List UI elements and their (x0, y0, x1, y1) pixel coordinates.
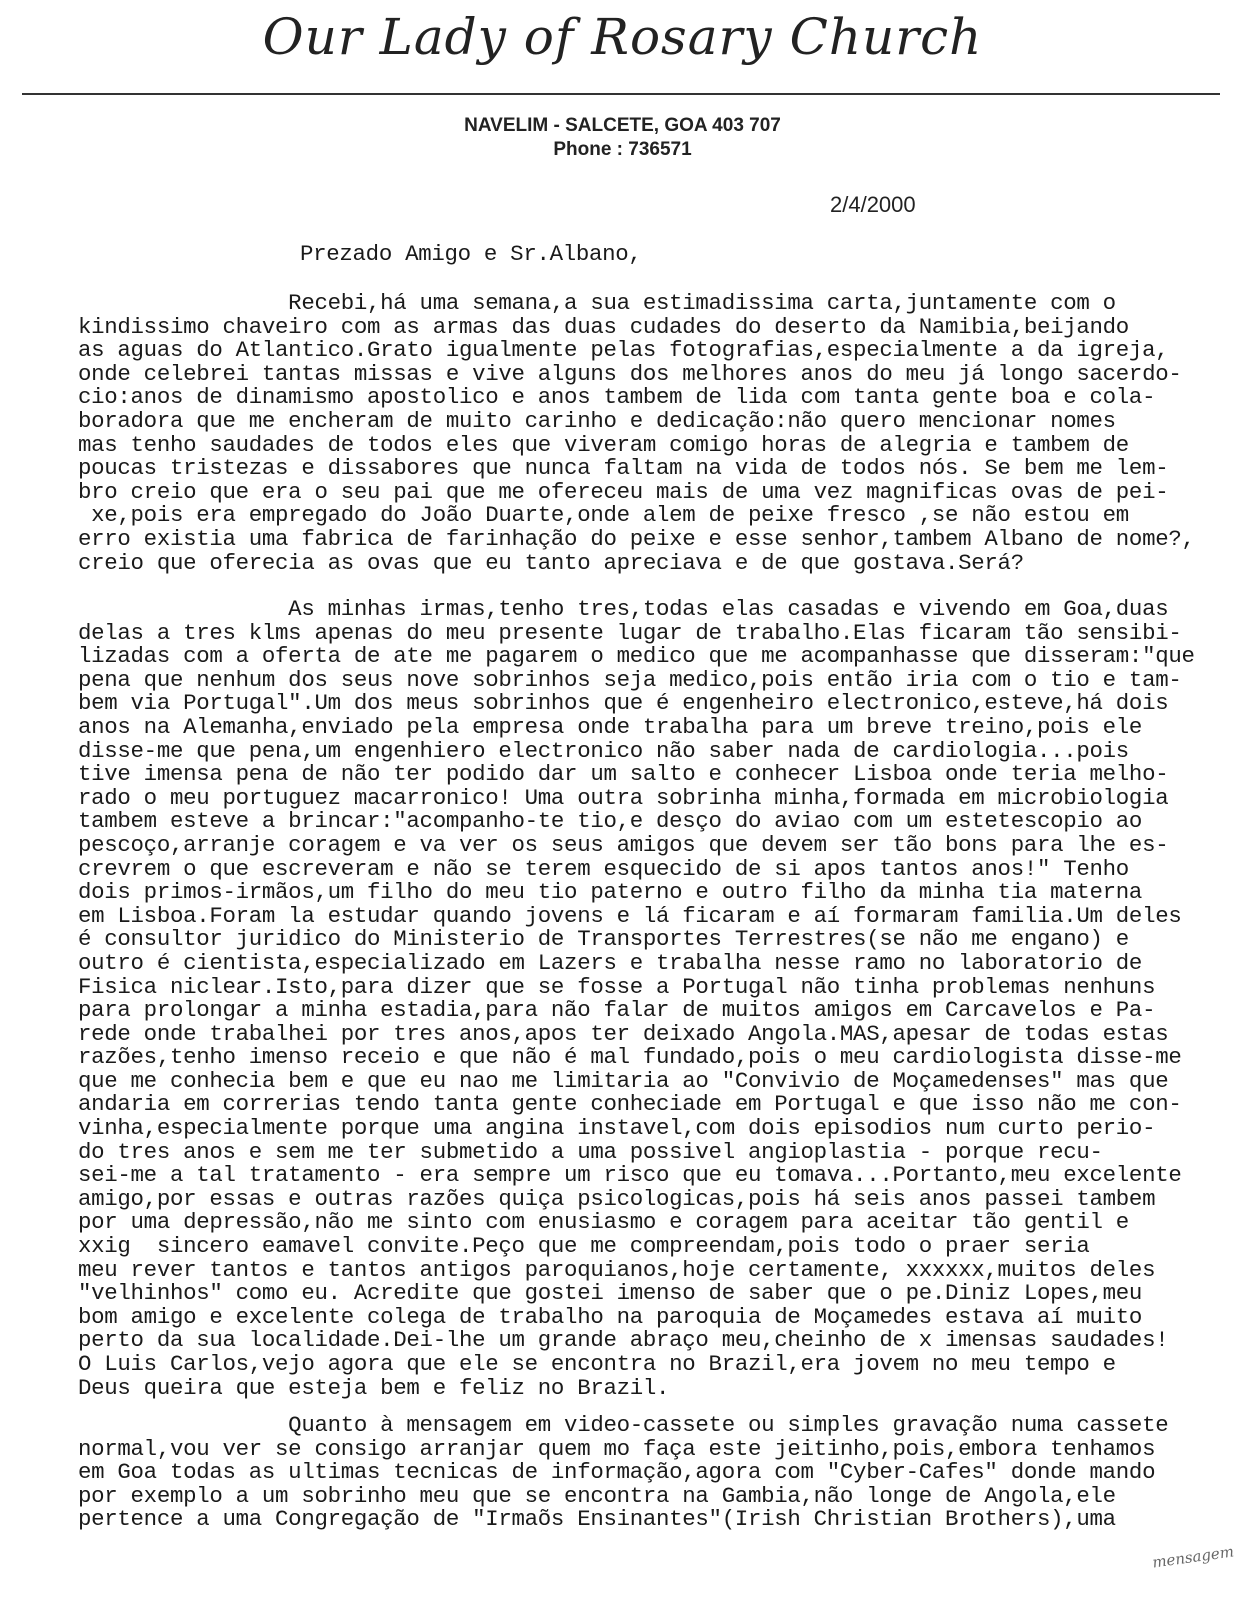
text-line: tive imensa pena de não ter podido dar um salto e conhecer Lisboa onde teria melho- (78, 761, 1169, 788)
text-line: por uma depressão,não me sinto com enusiasmo e coragem para aceitar tão gentil e (78, 1209, 1129, 1236)
text-line: onde celebrei tantas missas e vive alguns dos melhores anos do meu já longo sacerdo- (78, 360, 1182, 387)
text-line: Quanto à mensagem em video-cassete ou simples gravação numa cassete (78, 1412, 1169, 1438)
text-line: sei-me a tal tratamento - era sempre um risco que eu tomava...Portanto,meu excelente (78, 1162, 1182, 1189)
text-line: poucas tristezas e dissabores que nunca faltam na vida de todos nós. Se bem me lem- (78, 455, 1169, 482)
text-line: dois primos-irmãos,um filho do meu tio paterno e outro filho da minha tia materna (78, 879, 1143, 906)
text-line: bom amigo e excelente colega de trabalho na paroquia de Moçamedes estava aí muito (78, 1303, 1143, 1330)
text-line: em Lisboa.Foram la estudar quando jovens e lá ficaram e aí formaram familia.Um deles (78, 902, 1182, 929)
letterhead-address: NAVELIM - SALCETE, GOA 403 707 (464, 115, 781, 136)
text-line: "velhinhos" como eu. Acredite que gostei imenso de saber que o pe.Diniz Lopes,meu (78, 1280, 1143, 1307)
text-line: pescoço,arranje coragem e va ver os seus amigos que devem ser tão bons para lhe es- (78, 831, 1169, 858)
text-line: em Goa todas as ultimas tecnicas de informação,agora com "Cyber-Cafes" donde mando (78, 1459, 1156, 1486)
paragraph-3 (78, 1414, 1168, 1532)
letterhead-divider (22, 93, 1220, 95)
paragraph-1 (78, 292, 1195, 575)
paragraph-2 (78, 598, 1195, 1400)
church-letterhead-title: Our Lady of Rosary Church (262, 8, 983, 66)
text-line: bem via Portugal".Um dos meus sobrinhos que é engenheiro electronico,esteve,há dois (78, 690, 1169, 717)
text-line: outro é cientista,especializado em Lazers e trabalha nesse ramo no laboratorio de (78, 949, 1143, 976)
text-line: crevrem o que escreveram e não se terem esquecido de si apos tantos anos!" Tenho (78, 855, 1129, 882)
text-line: é consultor juridico do Ministerio de Transportes Terrestres(se não me engano) e (78, 926, 1129, 953)
text-line: rado o meu portuguez macarronico! Uma outra sobrinha minha,formada em microbiologia (78, 784, 1169, 811)
text-line: normal,vou ver se consigo arranjar quem mo faça este jeitinho,pois,embora tenhamos (78, 1435, 1156, 1462)
text-line: Fisica niclear.Isto,para dizer que se fosse a Portugal não tinha problemas nenhuns (78, 973, 1156, 1000)
text-line: por exemplo a um sobrinho meu que se encontra na Gambia,não longe de Angola,ele (78, 1482, 1116, 1509)
text-line: boradora que me encheram de muito carinho e dedicação:não quero mencionar nomes (78, 407, 1116, 434)
text-line: tambem esteve a brincar:"acompanho-te tio,e desço do aviao com um estetescopio ao (78, 808, 1143, 835)
text-line: rede onde trabalhei por tres anos,apos ter deixado Angola.MAS,apesar de todas estas (78, 1020, 1169, 1047)
text-line: As minhas irmas,tenho tres,todas elas casadas e vivendo em Goa,duas (78, 596, 1169, 622)
text-line: bro creio que era o seu pai que me ofereceu mais de uma vez magnificas ovas de pei- (78, 478, 1169, 505)
text-line: xe,pois era empregado do João Duarte,onde alem de peixe fresco ,se não estou em (78, 502, 1129, 529)
text-line: Deus queira que esteja bem e feliz no Brazil. (78, 1374, 670, 1401)
text-line: O Luis Carlos,vejo agora que ele se encontra no Brazil,era jovem no meu tempo e (78, 1351, 1116, 1377)
text-line: creio que oferecia as ovas que eu tanto apreciava e de que gostava.Será? (78, 549, 1024, 576)
letterhead-contact (0, 114, 1245, 162)
text-line: lizadas com a oferta de ate me pagarem o medico que me acompanhasse que disseram:"que (78, 643, 1195, 670)
text-line: mas tenho saudades de todos eles que viveram comigo horas de alegria e tambem de (78, 431, 1129, 458)
text-line: vinha,especialmente porque uma angina instavel,com dois episodios num curto perio- (78, 1115, 1156, 1142)
handwritten-margin-note: mensagem (1151, 1542, 1235, 1572)
text-line: cio:anos de dinamismo apostolico e anos tambem de lida com tanta gente boa e cola- (78, 384, 1156, 411)
text-line: anos na Alemanha,enviado pela empresa onde trabalha para um breve treino,pois ele (78, 713, 1143, 740)
text-line: do tres anos e sem me ter submetido a uma possivel angioplastia - porque recu- (78, 1138, 1103, 1165)
text-line: erro existia uma fabrica de farinhação do peixe e esse senhor,tambem Albano de nome?, (78, 525, 1195, 552)
text-line: delas a tres klms apenas do meu presente lugar de trabalho.Elas ficaram tão sensibi- (78, 619, 1182, 646)
text-line: pertence a uma Congregação de "Irmaõs Ensinantes"(Irish Christian Brothers),uma (78, 1506, 1116, 1533)
text-line: kindissimo chaveiro com as armas das duas cudades do deserto da Namibia,beijando (78, 313, 1129, 340)
text-line: as aguas do Atlantico.Grato igualmente pelas fotografias,especialmente a da igreja, (78, 337, 1169, 364)
text-line: amigo,por essas e outras razões quiça psicologicas,pois há seis anos passei tambem (78, 1185, 1156, 1212)
text-line: meu rever tantos e tantos antigos paroquianos,hoje certamente, xxxxxx,muitos deles (78, 1256, 1156, 1283)
letterhead-phone: Phone : 736571 (553, 139, 692, 160)
text-line: razões,tenho imenso receio e que não é mal fundado,pois o meu cardiologista disse-me (78, 1044, 1182, 1071)
text-line: pena que nenhum dos seus nove sobrinhos seja medico,pois então iria com o tio e tam- (78, 666, 1182, 693)
text-line: perto da sua localidade.Dei-lhe um grande abraço meu,cheinho de x imensas saudades! (78, 1327, 1169, 1354)
text-line: andaria em correrias tendo tanta gente conheciade em Portugal e que isso não me con- (78, 1091, 1182, 1118)
text-line: Recebi,há uma semana,a sua estimadissima carta,juntamente com o (78, 290, 1116, 316)
text-line: que me conhecia bem e que eu nao me limitaria ao "Convivio de Moçamedenses" mas que (78, 1067, 1169, 1094)
salutation: Prezado Amigo e Sr.Albano, (300, 241, 642, 267)
text-line: para prolongar a minha estadia,para não falar de muitos amigos em Carcavelos e Pa- (78, 997, 1156, 1024)
text-line: xxig sincero eamavel convite.Peço que me compreendam,pois todo o praer seria (78, 1233, 1090, 1260)
letter-date: 2/4/2000 (830, 192, 916, 217)
text-line: disse-me que pena,um engenhiero electronico não saber nada de cardiologia...pois (78, 737, 1129, 764)
